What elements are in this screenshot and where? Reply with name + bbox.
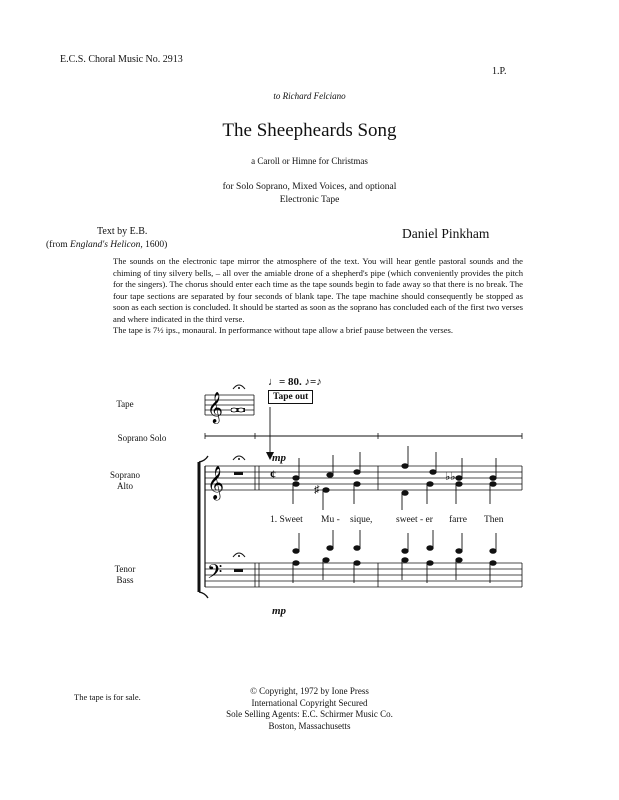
alto-notes xyxy=(293,482,496,510)
lyric: Then xyxy=(484,515,504,525)
sharp-sign: ♯ xyxy=(314,484,320,496)
copyright-line-3: Sole Selling Agents: E.C. Schirmer Music Co. xyxy=(226,709,393,719)
dynamic-bottom: mp xyxy=(272,605,287,617)
copyright-line-4: Boston, Massachusetts xyxy=(268,720,351,731)
staff-label-soprano-solo: Soprano Solo xyxy=(117,433,167,443)
treble-clef-choir: 𝄞 xyxy=(207,467,225,499)
subtitle: a Caroll or Himne for Christmas xyxy=(251,156,368,166)
composer: Daniel Pinkham xyxy=(402,226,490,241)
whole-rest-bass xyxy=(234,569,243,572)
copyright-text: Copyright, 1972 by Ione Press xyxy=(259,686,369,696)
staff-label-tape: Tape xyxy=(116,399,134,409)
copyright-line-1 xyxy=(0,686,619,698)
bass-clef-choir: 𝄢 xyxy=(207,562,223,588)
label-bass: Bass xyxy=(116,575,134,585)
time-signature-top: ¢ xyxy=(270,467,276,481)
instrumentation-line-2: Electronic Tape xyxy=(279,195,340,205)
lyric: Mu - xyxy=(321,515,340,525)
source-title: England's Helicon xyxy=(70,240,141,250)
tape-notes xyxy=(231,408,245,412)
fermata-choir-bass xyxy=(233,553,245,557)
dedication: to Richard Felciano xyxy=(273,91,346,101)
lyric: farre xyxy=(449,515,467,525)
instrumentation-line-1: for Solo Soprano, Mixed Voices, and optional xyxy=(222,182,397,192)
tempo-marking: ♩= 80. ♪=♪ xyxy=(268,376,322,388)
lyric: sweet - er xyxy=(396,515,433,525)
tenor-bass-staff xyxy=(205,563,522,587)
bass-notes xyxy=(293,558,496,583)
page-number: 1.P. xyxy=(492,66,507,77)
soprano-solo-line xyxy=(205,433,522,439)
performance-note: The tape is 7½ ips., monaural. In performance without tape allow a brief pause between the verses. xyxy=(113,325,454,335)
whole-rest-treble xyxy=(234,472,243,475)
source-suffix: , 1600) xyxy=(140,240,168,250)
label-alto: Alto xyxy=(116,481,133,491)
text-credit: Text by E.B. xyxy=(97,226,148,237)
source-prefix: (from xyxy=(46,240,71,250)
series-number: E.C.S. Choral Music No. 2913 xyxy=(60,54,183,65)
dynamic-top: mp xyxy=(272,452,287,464)
treble-clef-tape: 𝄞 xyxy=(207,392,223,422)
label-tenor: Tenor xyxy=(114,564,136,574)
copyright-icon: © xyxy=(250,686,260,696)
footnote: The tape is for sale. xyxy=(74,692,141,702)
label-soprano: Soprano xyxy=(110,470,140,480)
tape-out-cue: Tape out xyxy=(268,390,313,404)
flat-signs: ♭♭ xyxy=(445,471,456,483)
fermata-tape xyxy=(233,385,245,389)
performance-note: The sounds on the electronic tape mirror the atmosphere of the text. You will hear gentle pastoral sounds and the chiming of tiny silvery bells, – all over the amiable drone of a shepherd's pipe (which conveniently provides the pitch for the singers). The chorus should enter each time as the tape sounds begin to fade away so that there is no break. The four tape sections are separated by four seconds of blank tape. The tape machine should consequently be stopped as soon as each section is concluded. It should be started as soon as the soprano has concluded each of the first two verses and where indicated in the third verse. xyxy=(113,256,523,324)
soprano-alto-staff xyxy=(205,466,522,490)
copyright-block xyxy=(0,686,619,732)
copyright-line-2: International Copyright Secured xyxy=(251,697,368,708)
lyric: 1. Sweet xyxy=(270,515,303,525)
lyric: sique, xyxy=(350,515,373,525)
page-title: The Sheepheards Song xyxy=(222,120,397,141)
tenor-notes xyxy=(293,530,496,553)
soprano-notes xyxy=(293,446,496,480)
fermata-choir-treble xyxy=(233,456,245,460)
